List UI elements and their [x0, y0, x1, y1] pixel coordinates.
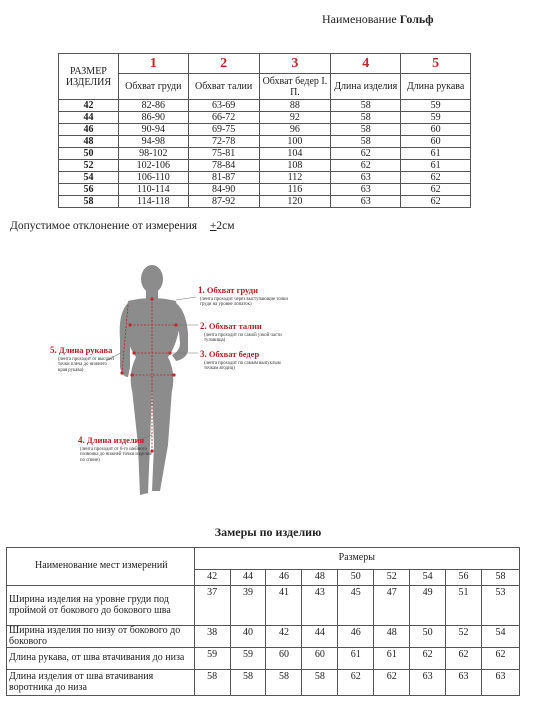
size-cell: 50 [59, 148, 119, 160]
table-cell: 62 [482, 648, 520, 670]
table-cell: 102-106 [118, 160, 188, 172]
column-number: 5 [401, 54, 471, 74]
table-cell: 39 [230, 586, 266, 626]
table-cell: 81-87 [188, 172, 259, 184]
table-cell: 60 [401, 124, 471, 136]
measurement-diagram [40, 255, 330, 505]
size-header-row [59, 74, 471, 100]
table-cell: 62 [338, 670, 374, 696]
figure-label-1: 1. Обхват груди [198, 285, 258, 295]
figure-note-4: (лента проходит от 6-го шейного позвонка до нижней точки изделия по спине) [80, 447, 152, 463]
table-cell: 66-72 [188, 112, 259, 124]
size-column-header: 46 [266, 570, 302, 586]
column-number: 3 [259, 54, 331, 74]
table-row [59, 160, 471, 172]
table-cell: 62 [331, 148, 401, 160]
table-cell: 62 [331, 160, 401, 172]
tolerance-text: Допустимое отклонение от измерения [10, 220, 198, 232]
table-cell: 60 [401, 136, 471, 148]
measure-header-row [7, 548, 520, 570]
table-cell: 37 [194, 586, 230, 626]
table-cell: 61 [401, 148, 471, 160]
table-row [59, 136, 471, 148]
table-cell: 59 [194, 648, 230, 670]
size-column-header: 50 [338, 570, 374, 586]
figure-label-2: 2. Обхват талии [200, 321, 262, 331]
table-cell: 45 [338, 586, 374, 626]
size-column-header: 56 [446, 570, 482, 586]
table-cell: 63 [482, 670, 520, 696]
table-cell: 78-84 [188, 160, 259, 172]
measure-name-cell: Ширина изделия на уровне груди под проймой от бокового до бокового шва [7, 586, 195, 626]
table-cell: 63 [410, 670, 446, 696]
table-cell: 120 [259, 196, 331, 208]
table-cell: 62 [410, 648, 446, 670]
table-cell: 63 [331, 196, 401, 208]
size-cell: 42 [59, 100, 119, 112]
figure-label-4: 4. Длина изделия [78, 435, 145, 445]
table-cell: 58 [331, 124, 401, 136]
table-cell: 62 [401, 196, 471, 208]
table-cell: 58 [331, 100, 401, 112]
table-cell: 54 [482, 626, 520, 648]
table-cell: 58 [266, 670, 302, 696]
name-header-cell: Наименование мест измерений [7, 548, 195, 586]
column-number: 2 [188, 54, 259, 74]
table-cell: 84-90 [188, 184, 259, 196]
table-cell: 82-86 [118, 100, 188, 112]
table-cell: 92 [259, 112, 331, 124]
figure-note-1: (лента проходит через выступающие точки груди на уровне лопаток) [200, 297, 288, 308]
body-silhouette-icon [40, 255, 330, 505]
table-cell: 62 [446, 648, 482, 670]
table-cell: 112 [259, 172, 331, 184]
table-cell: 63 [331, 172, 401, 184]
table-cell: 98-102 [118, 148, 188, 160]
column-number: 1 [118, 54, 188, 74]
tolerance-value: +2см [209, 220, 235, 232]
table-cell: 43 [302, 586, 338, 626]
figure-note-2: (лента проходит по самой узкой части туловища) [204, 333, 282, 344]
column-header: Обхват груди [118, 74, 188, 100]
table-cell: 88 [259, 100, 331, 112]
column-header: Длина изделия [331, 74, 401, 100]
table-row [7, 648, 520, 670]
table-cell: 60 [266, 648, 302, 670]
document-title [322, 12, 434, 27]
table-cell: 47 [374, 586, 410, 626]
table-cell: 75-81 [188, 148, 259, 160]
size-chart-table [58, 53, 471, 208]
size-cell: 44 [59, 112, 119, 124]
table-cell: 62 [374, 670, 410, 696]
table-row [59, 196, 471, 208]
table-cell: 58 [230, 670, 266, 696]
table-row [59, 112, 471, 124]
size-column-header: 44 [230, 570, 266, 586]
table-cell: 61 [338, 648, 374, 670]
table-cell: 38 [194, 626, 230, 648]
size-cell: 46 [59, 124, 119, 136]
table-cell: 104 [259, 148, 331, 160]
size-number-row [59, 54, 471, 74]
table-cell: 63-69 [188, 100, 259, 112]
figure-note-5: (лента проходит от высшей точки плеча до нижнего края рукава) [58, 357, 114, 373]
table-cell: 108 [259, 160, 331, 172]
garment-measurements-table [6, 547, 520, 696]
column-header: Обхват талии [188, 74, 259, 100]
table-cell: 41 [266, 586, 302, 626]
table-cell: 86-90 [118, 112, 188, 124]
table-cell: 51 [446, 586, 482, 626]
table-cell: 58 [302, 670, 338, 696]
table-cell: 58 [331, 112, 401, 124]
size-cell: 56 [59, 184, 119, 196]
table-cell: 44 [302, 626, 338, 648]
table-cell: 53 [482, 586, 520, 626]
table-cell: 61 [401, 160, 471, 172]
measure-name-cell: Ширина изделия по низу от бокового до бокового [7, 626, 195, 648]
figure-label-3: 3. Обхват бедер [200, 349, 260, 359]
table-cell: 116 [259, 184, 331, 196]
table-cell: 49 [410, 586, 446, 626]
measurements-title: Замеры по изделию [214, 525, 322, 539]
table-cell: 63 [446, 670, 482, 696]
table-cell: 114-118 [118, 196, 188, 208]
measure-name-cell: Длина изделия от шва втачивания воротника до низа [7, 670, 195, 696]
table-row [7, 670, 520, 696]
size-column-header: 48 [302, 570, 338, 586]
table-cell: 59 [230, 648, 266, 670]
table-cell: 61 [374, 648, 410, 670]
table-cell: 62 [401, 184, 471, 196]
table-row [59, 124, 471, 136]
tolerance-note [10, 220, 235, 232]
size-column-header: 52 [374, 570, 410, 586]
table-row [7, 626, 520, 648]
table-cell: 60 [302, 648, 338, 670]
table-row [59, 148, 471, 160]
size-cell: 54 [59, 172, 119, 184]
table-cell: 42 [266, 626, 302, 648]
table-cell: 106-110 [118, 172, 188, 184]
table-cell: 46 [338, 626, 374, 648]
table-cell: 100 [259, 136, 331, 148]
figure-note-3: (лента проходит по самым выпуклым точкам ягодиц) [204, 361, 281, 372]
table-cell: 59 [401, 100, 471, 112]
table-row [59, 184, 471, 196]
sizes-header-cell: Размеры [194, 548, 519, 570]
table-cell: 40 [230, 626, 266, 648]
product-name: Гольф [399, 12, 434, 26]
table-row [59, 172, 471, 184]
table-cell: 63 [331, 184, 401, 196]
table-cell: 72-78 [188, 136, 259, 148]
table-cell: 96 [259, 124, 331, 136]
title-prefix: Наименование [322, 12, 397, 26]
table-cell: 62 [401, 172, 471, 184]
table-cell: 69-75 [188, 124, 259, 136]
size-column-header: 54 [410, 570, 446, 586]
table-cell: 50 [410, 626, 446, 648]
size-column-header: 58 [482, 570, 520, 586]
table-cell: 90-94 [118, 124, 188, 136]
figure-label-5: 5. Длина рукава [50, 345, 113, 355]
size-header-cell: РАЗМЕР ИЗДЕЛИЯ [59, 54, 119, 100]
column-number: 4 [331, 54, 401, 74]
size-cell: 58 [59, 196, 119, 208]
table-cell: 48 [374, 626, 410, 648]
table-cell: 52 [446, 626, 482, 648]
table-cell: 58 [331, 136, 401, 148]
column-header: Обхват бедер I. П. [259, 74, 331, 100]
size-cell: 52 [59, 160, 119, 172]
table-row [7, 586, 520, 626]
size-cell: 48 [59, 136, 119, 148]
table-cell: 110-114 [118, 184, 188, 196]
column-header: Длина рукава [401, 74, 471, 100]
table-cell: 58 [194, 670, 230, 696]
size-column-header: 42 [194, 570, 230, 586]
table-row [59, 100, 471, 112]
table-cell: 94-98 [118, 136, 188, 148]
measure-name-cell: Длина рукава, от шва втачивания до низа [7, 648, 195, 670]
table-cell: 87-92 [188, 196, 259, 208]
table-cell: 59 [401, 112, 471, 124]
